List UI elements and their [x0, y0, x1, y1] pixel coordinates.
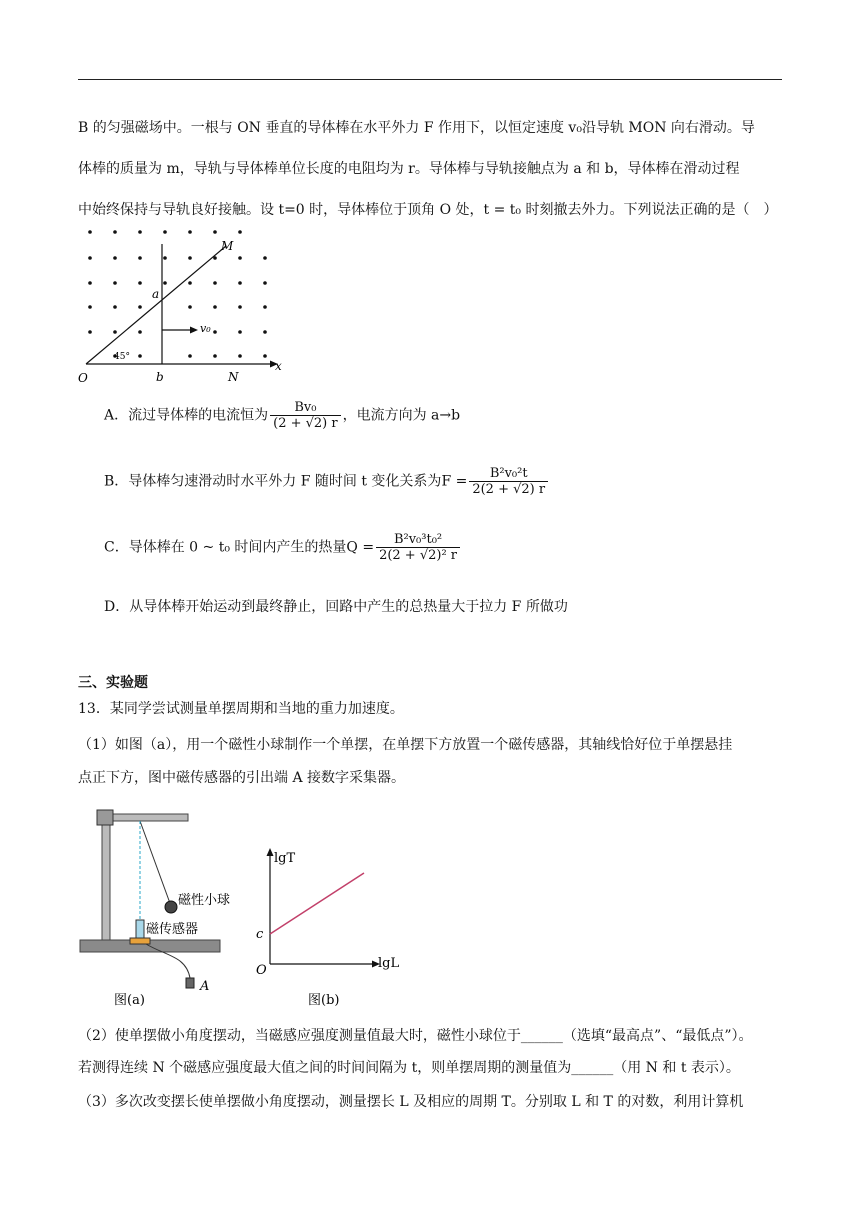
label-v0: v₀ [200, 322, 211, 335]
magnetic-sensor [136, 920, 144, 938]
option-A-prefix: A．流过导体棒的电流恒为 [104, 407, 269, 424]
option-A-numerator: Bv₀ [270, 400, 340, 416]
label-magnetic-sensor: 磁传感器 [146, 922, 199, 937]
caption-a: 图(a) [114, 993, 145, 1008]
option-B-prefix: B．导体棒匀速滑动时水平外力 F 随时间 t 变化关系为 [104, 473, 442, 490]
option-D: D．从导体棒开始运动到最终静止，回路中产生的总热量大于拉力 F 所做功 [104, 599, 568, 615]
option-A-suffix: ，电流方向为 a→b [342, 407, 461, 424]
q13-part3-line-1: （3）多次改变摆长使单摆做小角度摆动，测量摆长 L 及相应的周期 T。分别取 L 和 T 的对数，利用计算机 [78, 1094, 744, 1110]
q13-part1-line-2: 点正下方，图中磁传感器的引出端 A 接数字采集器。 [78, 770, 406, 786]
label-O: O [78, 371, 88, 385]
option-B-denominator: 2(2 + √2) r [472, 482, 546, 497]
label-a: a [152, 287, 160, 301]
label-magnetic-ball: 磁性小球 [178, 893, 231, 908]
label-x: x [275, 359, 282, 373]
label-lgT: lgT [274, 851, 296, 866]
option-B-numerator: B²v₀²t [469, 466, 548, 482]
option-A [104, 400, 460, 431]
problem-text-line-2: 体棒的质量为 m，导轨与导体棒单位长度的电阻均为 r。导体棒与导轨接触点为 a 和 b，导体棒在滑动过程 [78, 161, 740, 177]
stand-pole [102, 816, 110, 940]
magnetic-field-dots [88, 230, 267, 358]
option-C-denominator: 2(2 + √2)² r [379, 548, 458, 563]
clamp [97, 810, 113, 825]
caption-b: 图(b) [308, 993, 340, 1008]
problem-text-line-1: B 的匀强磁场中。一根与 ON 垂直的导体棒在水平外力 F 作用下，以恒定速度 v₀沿导轨 MON 向右滑动。导 [78, 120, 755, 136]
section-heading: 三、实验题 [78, 675, 148, 691]
label-45-degree: 45° [114, 352, 130, 362]
sensor-base [130, 938, 150, 944]
option-A-fraction [270, 400, 340, 431]
option-C-fraction [376, 532, 460, 563]
q13-part2-line-1: （2）使单摆做小角度摆动，当磁感应强度测量值最大时，磁性小球位于______（选填“最高点”、“最低点”）。 [78, 1028, 753, 1044]
pendulum-string [140, 821, 171, 906]
problem-text-line-3: 中始终保持与导轨良好接触。设 t=0 时，导体棒位于顶角 O 处，t = t₀ 时刻撤去外力。下列说法正确的是（ ） [78, 202, 778, 218]
option-C-numerator: B²v₀³t₀² [376, 532, 460, 548]
option-C [104, 532, 462, 563]
option-B-lhs: F = [441, 473, 468, 490]
q13-part1-line-1: （1）如图（a），用一个磁性小球制作一个单摆，在单摆下方放置一个磁传感器，其轴线恰好位于单摆悬挂 [78, 737, 733, 753]
option-C-lhs: Q = [346, 539, 375, 556]
label-origin: O [256, 963, 267, 978]
label-A: A [200, 979, 210, 994]
velocity-arrow-icon [190, 327, 198, 334]
stand-arm [110, 814, 188, 821]
q13-part2-line-2: 若测得连续 N 个磁感应强度最大值之间的时间间隔为 t，则单摆周期的测量值为______（用 N 和 t 表示）。 [78, 1060, 740, 1076]
rail-OM [86, 246, 226, 364]
label-M: M [221, 239, 234, 253]
label-lgL: lgL [378, 956, 400, 971]
rail-magnetic-field-figure [74, 222, 290, 390]
q13-title: 13．某同学尝试测量单摆周期和当地的重力加速度。 [78, 701, 404, 717]
option-B-fraction [469, 466, 548, 497]
lgT-lgL-graph [252, 840, 412, 1012]
option-C-prefix: C．导体棒在 0 ~ t₀ 时间内产生的热量 [104, 539, 347, 556]
lgT-line [270, 873, 364, 934]
label-N: N [228, 370, 239, 384]
y-axis-arrow-icon [267, 848, 274, 856]
sensor-terminal [186, 978, 194, 988]
option-A-denominator: (2 + √2) r [273, 416, 338, 431]
header-rule [78, 79, 782, 80]
label-b: b [156, 370, 164, 384]
option-B [104, 466, 550, 497]
pendulum-apparatus-figure [76, 806, 256, 1012]
magnetic-ball [165, 901, 177, 913]
label-c: c [256, 927, 264, 942]
